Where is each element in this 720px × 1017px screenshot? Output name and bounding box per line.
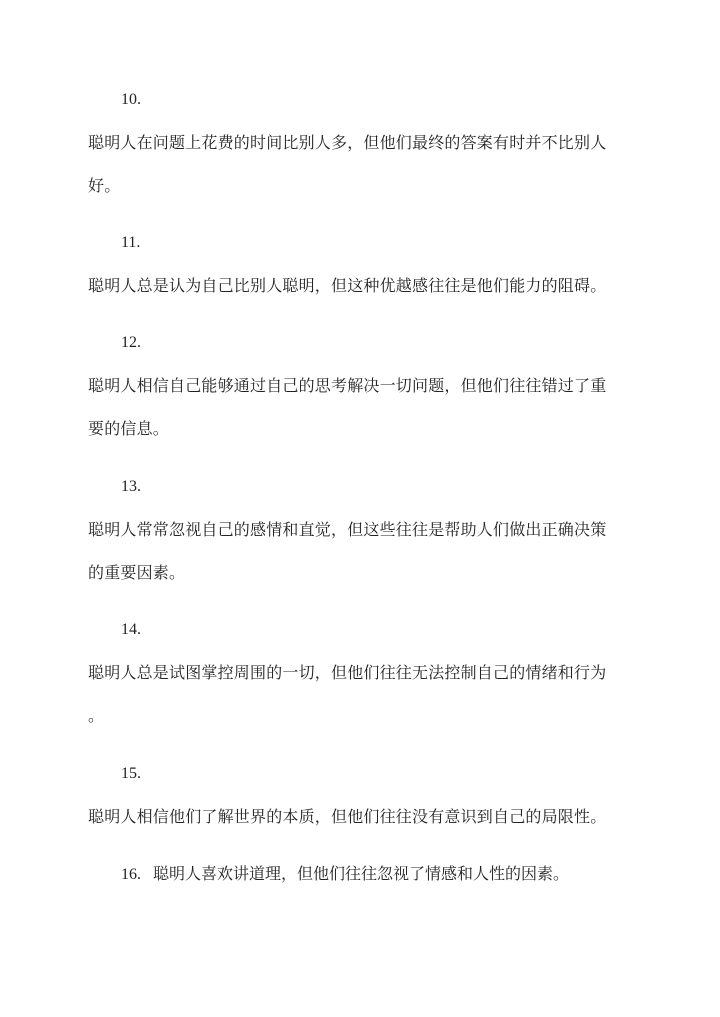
item-number: 11. <box>121 234 141 251</box>
paragraph-line: 聪明人在问题上花费的时间比别人多，但他们最终的答案有时并不比别人 <box>88 133 607 152</box>
paragraph-line: 聪明人喜欢讲道理，但他们往往忽视了情感和人性的因素。 <box>153 864 570 883</box>
paragraph-line: 的重要因素。 <box>88 563 186 582</box>
paragraph-line: 要的信息。 <box>88 419 170 438</box>
paragraph-line: 聪明人常常忽视自己的感情和直觉，但这些往往是帮助人们做出正确决策 <box>88 520 607 539</box>
paragraph-line: 聪明人总是试图掌控周围的一切，但他们往往无法控制自己的情绪和行为 <box>88 663 607 682</box>
item-number: 13. <box>121 478 141 495</box>
paragraph-line: 聪明人总是认为自己比别人聪明，但这种优越感往往是他们能力的阻碍。 <box>88 276 607 295</box>
paragraph-line: 聪明人相信自己能够通过自己的思考解决一切问题，但他们往往错过了重 <box>88 376 607 395</box>
paragraph-line: 聪明人相信他们了解世界的本质，但他们往往没有意识到自己的局限性。 <box>88 807 607 826</box>
item-number: 12. <box>121 334 141 351</box>
paragraph-line: 。 <box>88 706 105 725</box>
paragraph-line: 好。 <box>88 176 121 195</box>
item-number: 15. <box>121 765 141 782</box>
item-number: 10. <box>121 91 141 108</box>
inline-item <box>121 864 569 885</box>
item-number: 14. <box>121 621 141 638</box>
item-number: 16. <box>121 866 141 883</box>
